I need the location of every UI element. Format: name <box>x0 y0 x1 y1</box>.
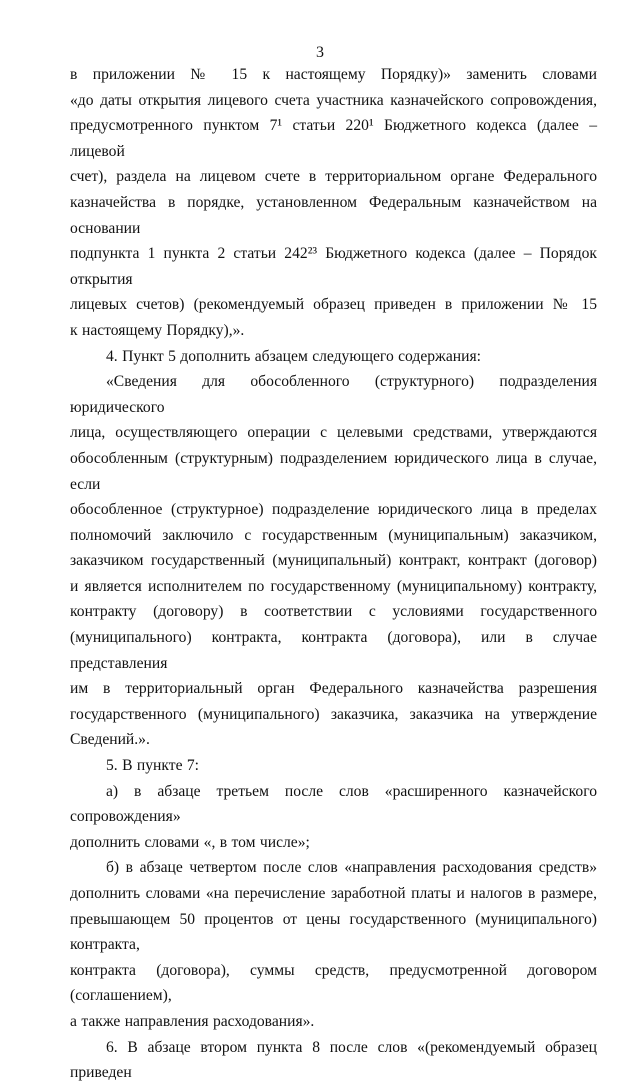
text-line: полномочий заключило с государственным (муниципальным) заказчиком, <box>70 526 597 544</box>
text-line: контракту (договору) в соответствии с условиями государственного <box>70 603 597 621</box>
text-line: к настоящему Порядку),». <box>70 321 245 339</box>
text-line: подпункта 1 пункта 2 статьи 242²³ Бюджетного кодекса (далее – Порядок открытия <box>70 245 597 288</box>
text-line: (муниципального) контракта, контракта (договора), или в случае представления <box>70 629 597 672</box>
document-body <box>70 62 597 1086</box>
text-line: лицевых счетов) (рекомендуемый образец приведен в приложении № 15 <box>70 296 597 314</box>
text-line: б) в абзаце четвертом после слов «направления расходования средств» <box>106 859 597 877</box>
text-line: а) в абзаце третьем после слов «расширенного казначейского сопровождения» <box>70 782 597 826</box>
text-line: счет), раздела на лицевом счете в территориальном органе Федерального <box>70 168 597 186</box>
text-line: казначейства в порядке, установленном Федеральным казначейством на основании <box>70 193 597 237</box>
text-line: заказчиком государственный (муниципальный) контракт, контракт (договор) <box>70 552 597 570</box>
page-number: 3 <box>316 44 324 61</box>
text-line: «Сведения для обособленного (структурного) подразделения юридического <box>70 373 597 416</box>
text-line: в приложении № 15 к настоящему Порядку)» заменить словами <box>70 66 597 83</box>
text-line: предусмотренного пунктом 7¹ статьи 220¹ Бюджетного кодекса (далее – лицевой <box>70 117 597 160</box>
text-line: лица, осуществляющего операции с целевыми средствами, утверждаются <box>70 424 597 442</box>
text-line: государственного (муниципального) заказчика, заказчика на утверждение <box>70 705 597 723</box>
section-heading: 4. Пункт 5 дополнить абзацем следующего содержания: <box>106 347 481 365</box>
text-line: обособленным (структурным) подразделением юридического лица в случае, если <box>70 449 597 493</box>
text-line: превышающем 50 процентов от цены государственного (муниципального) контракта, <box>70 910 597 954</box>
text-line: «до даты открытия лицевого счета участника казначейского сопровождения, <box>70 91 597 109</box>
text-line: Сведений.». <box>70 731 150 749</box>
text-line: им в территориальный орган Федерального казначейства разрешения <box>70 680 597 698</box>
text-line: контракта (договора), суммы средств, предусмотренной договором (соглашением), <box>70 961 597 1005</box>
section-heading: 5. В пункте 7: <box>106 757 200 775</box>
text-line: и является исполнителем по государственному (муниципальному) контракту, <box>70 577 597 595</box>
text-line: 6. В абзаце втором пункта 8 после слов «(рекомендуемый образец приведен <box>70 1038 597 1082</box>
text-line: дополнить словами «на перечисление заработной платы и налогов в размере, <box>70 885 597 902</box>
text-line: обособленное (структурное) подразделение юридического лица в пределах <box>70 501 597 519</box>
text-line: а также направления расходования». <box>70 1012 315 1030</box>
text-line: дополнить словами «, в том числе»; <box>70 833 310 851</box>
